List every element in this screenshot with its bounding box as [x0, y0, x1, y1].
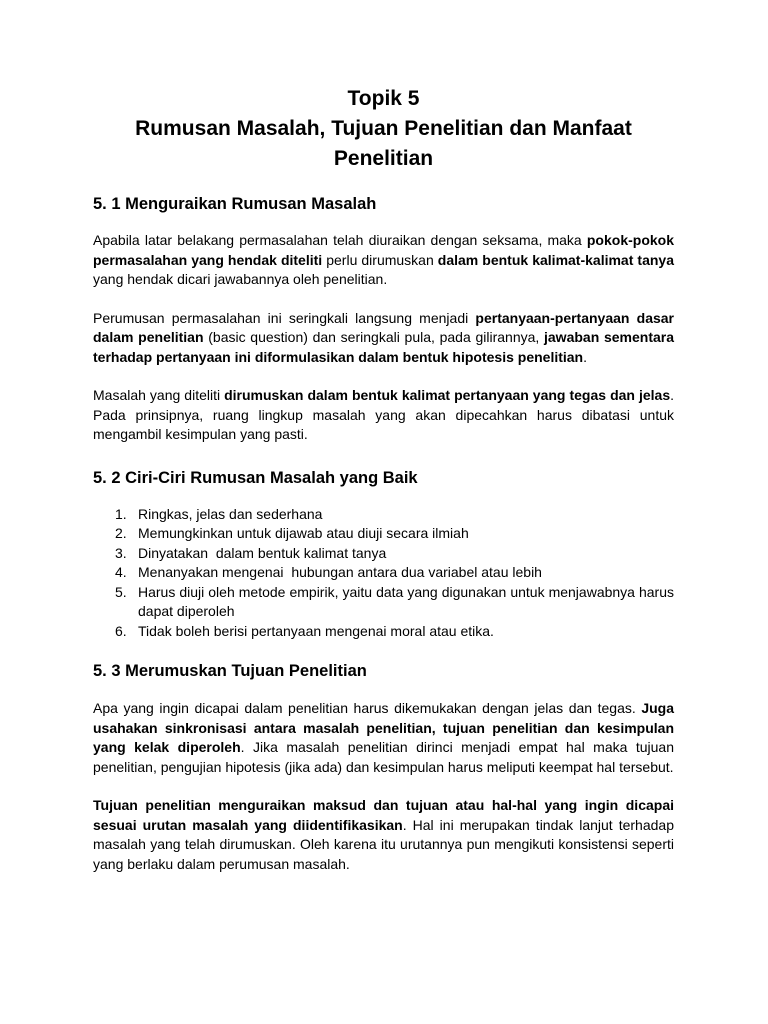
text: . Pada prinsipnya, ruang lingkup masalah yang akan dipecahkan harus dibatasi untuk mengambil kesimpulan yang pasti. — [93, 387, 674, 442]
list-item-text: Ringkas, jelas dan sederhana — [138, 505, 323, 522]
text: Perumusan permasalahan ini seringkali langsung menjadi — [93, 309, 476, 326]
list-number: 1. — [115, 505, 127, 522]
text: . Hal ini merupakan tindak lanjut terhadap masalah yang telah dirumuskan. Oleh karena itu urutannya pun mengikuti konsistensi seperti yang berlaku dalam perumusan masalah. — [93, 816, 674, 872]
list-number: 6. — [115, 622, 127, 639]
bold-text: Tujuan penelitian menguraikan maksud dan tujuan atau hal-hal yang ingin dicapai sesuai urutan masalah yang diidentifikasikan — [93, 797, 674, 833]
section3-heading: 5. 3 Merumuskan Tujuan Penelitian — [93, 662, 367, 680]
section2-heading: 5. 2 Ciri-Ciri Rumusan Masalah yang Baik — [93, 468, 418, 487]
list-item — [93, 544, 674, 564]
bold-text: pokok-pokok permasalahan yang hendak diteliti — [93, 232, 674, 268]
bold-text: dalam bentuk kalimat-kalimat tanya — [437, 251, 674, 268]
text: Apabila latar belakang permasalahan telah diuraikan dengan seksama, maka — [93, 232, 587, 248]
list-item — [93, 524, 674, 544]
section1-paragraph-3 — [93, 386, 674, 445]
list-number: 2. — [115, 525, 127, 541]
section1-heading: 5. 1 Menguraikan Rumusan Masalah — [93, 195, 377, 213]
criteria-list — [93, 505, 674, 642]
text: (basic question) dan seringkali pula, pada gilirannya, — [203, 329, 544, 345]
list-item — [93, 622, 674, 642]
document-title — [93, 84, 674, 174]
section3-paragraph-1 — [93, 699, 674, 777]
list-item-text: Dinyatakan dalam bentuk kalimat tanya — [138, 544, 387, 561]
text: Apa yang ingin dicapai dalam penelitian harus dikemukakan dengan jelas dan tegas. — [93, 700, 642, 716]
section1-paragraph-1 — [93, 231, 674, 290]
list-number: 5. — [115, 583, 127, 600]
section1-paragraph-2 — [93, 309, 674, 368]
text: perlu dirumuskan — [322, 251, 438, 268]
title-main: Rumusan Masalah, Tujuan Penelitian dan Manfaat Penelitian — [135, 117, 632, 170]
list-item — [93, 583, 674, 622]
list-item — [93, 505, 674, 525]
list-number: 4. — [115, 564, 127, 580]
list-item — [93, 563, 674, 583]
text: Masalah yang diteliti — [93, 387, 225, 403]
text: yang hendak dicari jawabannya oleh penelitian. — [93, 271, 388, 287]
title-topic: Topik 5 — [347, 87, 420, 110]
text: . Jika masalah penelitian dirinci menjadi empat hal maka tujuan penelitian, pengujian hipotesis (jika ada) dan kesimpulan harus meliputi keempat hal tersebut. — [93, 739, 674, 775]
section3-paragraph-2 — [93, 796, 674, 874]
text: . — [583, 348, 587, 365]
bold-text: jawaban sementara terhadap pertanyaan ini diformulasikan dalam bentuk hipotesis penelitian — [93, 329, 674, 365]
document-page — [93, 84, 674, 874]
list-number: 3. — [115, 544, 127, 561]
list-item-text: Menanyakan mengenai hubungan antara dua variabel atau lebih — [138, 564, 542, 580]
bold-text: pertanyaan-pertanyaan dasar dalam penelitian — [93, 309, 674, 345]
list-item-text: Harus diuji oleh metode empirik, yaitu data yang digunakan untuk menjawabnya harus dapat diperoleh — [138, 583, 674, 619]
bold-text: dirumuskan dalam bentuk kalimat pertanyaan yang tegas dan jelas — [224, 387, 671, 403]
list-item-text: Tidak boleh berisi pertanyaan mengenai moral atau etika. — [138, 622, 494, 639]
list-item-text: Memungkinkan untuk dijawab atau diuji secara ilmiah — [138, 525, 469, 541]
bold-text: Juga usahakan sinkronisasi antara masalah penelitian, tujuan penelitian dan kesimpulan yang kelak diperoleh — [93, 700, 674, 755]
